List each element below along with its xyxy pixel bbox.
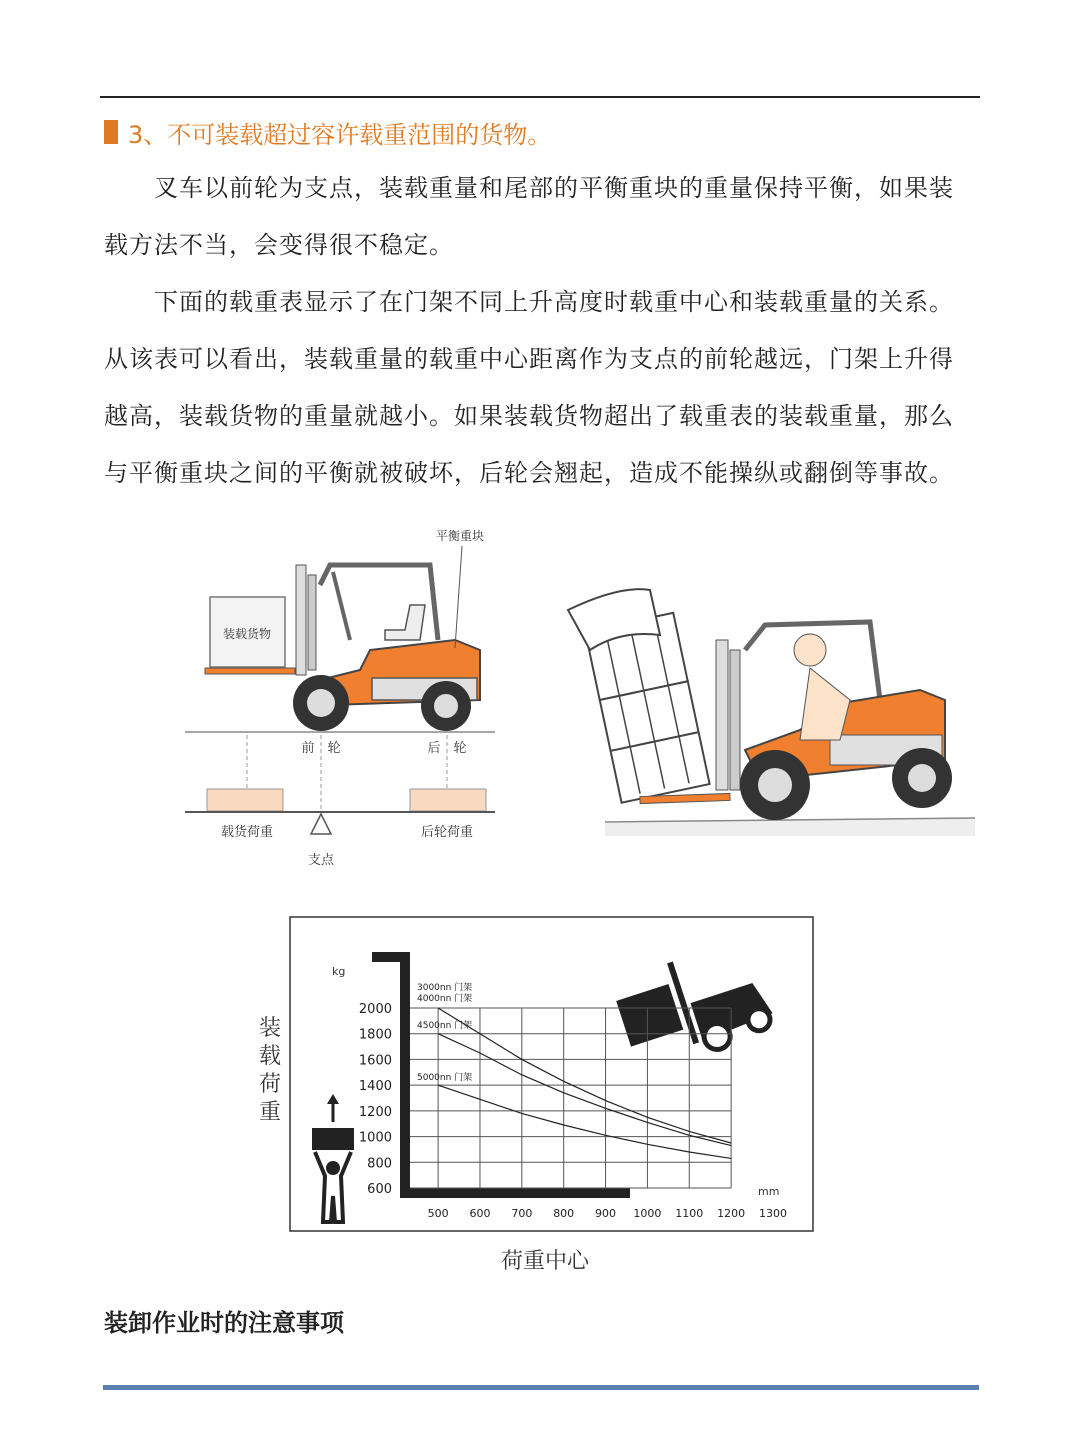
x-tick-label: 1000 [633, 1207, 662, 1220]
fulcrum-triangle [311, 814, 331, 834]
footer-heading: 装卸作业时的注意事项 [104, 1308, 344, 1337]
load-chart [259, 917, 813, 1274]
paragraph-1-text: 叉车以前轮为支点，装载重量和尾部的平衡重块的重量保持平衡，如果装载方法不当，会变得很不稳定。 [104, 174, 954, 259]
x-tick-label: 800 [553, 1207, 575, 1220]
counterweight-label: 平衡重块 [435, 529, 485, 543]
y-tick-label: 600 [367, 1182, 392, 1197]
y-tick-label: 2000 [358, 1002, 392, 1017]
x-tick-label: 1300 [759, 1207, 787, 1220]
series-label: 4000nn 门架 [417, 994, 473, 1004]
x-tick-label: 500 [427, 1207, 449, 1220]
x-tick-label: 600 [469, 1207, 491, 1220]
rear-wheel-label: 后 轮 [427, 741, 467, 756]
cargo-load-label: 载货荷重 [220, 825, 274, 840]
x-unit: mm [758, 1185, 780, 1198]
y-axis-label-2: 载 [258, 1044, 282, 1069]
y-axis-label-1: 装 [258, 1016, 282, 1041]
bottom-rule [103, 1385, 979, 1390]
series-label: 4500nn 门架 [417, 1021, 473, 1031]
y-tick-label: 1800 [358, 1027, 392, 1043]
y-tick-label: 800 [367, 1156, 392, 1172]
tipping-forklift-illustration [568, 589, 975, 836]
front-wheel-label: 前 轮 [301, 741, 341, 756]
series-label: 5000nn 门架 [417, 1073, 473, 1083]
x-tick-label: 700 [511, 1207, 533, 1220]
x-axis-label: 荷重中心 [500, 1249, 590, 1274]
fulcrum-label: 支点 [307, 853, 335, 868]
x-tick-label: 900 [595, 1207, 617, 1220]
x-tick-label: 1200 [717, 1207, 746, 1220]
y-unit: kg [332, 965, 346, 978]
rear-load-label: 后轮荷重 [420, 825, 474, 840]
y-tick-label: 1200 [358, 1104, 392, 1120]
y-tick-label: 1600 [358, 1053, 392, 1069]
balance-diagram [185, 528, 495, 868]
series-label: 3000nn 门架 [417, 983, 473, 993]
cargo-label: 装载货物 [222, 627, 272, 641]
y-tick-label: 1000 [358, 1130, 392, 1146]
y-axis-label-3: 荷 [258, 1072, 282, 1097]
paragraph-2-text: 下面的载重表显示了在门架不同上升高度时载重中心和装载重量的关系。从该表可以看出，装载重量的载重中心距离作为支点的前轮越远，门架上升得越高，装载货物的重量就越小。如果装载货物超出了载重表的装载重量，那么与平衡重块之间的平衡就被破坏，后轮会翘起，造成不能操纵或翻倒等事故。 [104, 288, 954, 487]
x-tick-label: 1100 [675, 1207, 704, 1220]
heading-text: 3、不可装载超过容许载重范围的货物。 [128, 120, 552, 149]
y-axis-label-4: 重 [258, 1100, 282, 1125]
y-tick-label: 1400 [358, 1079, 392, 1095]
